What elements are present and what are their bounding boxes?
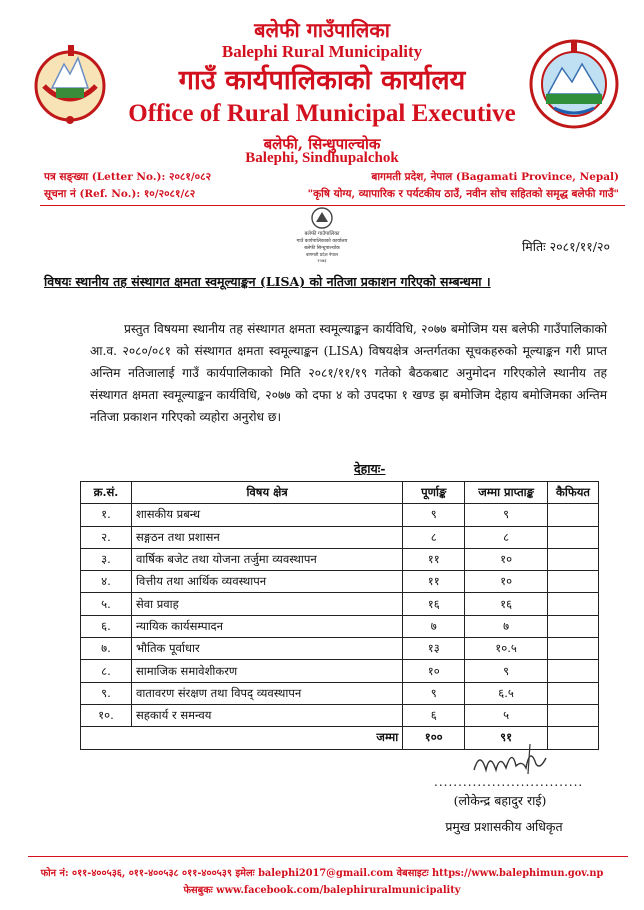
row-full-marks: ९ xyxy=(403,682,465,704)
row-serial: ६. xyxy=(81,615,132,637)
footer-facebook-line: फेसबुकः www.facebook.com/balephiruralmunicipality xyxy=(183,885,461,896)
province-label: बागमती प्रदेश, नेपाल (Bagamati Province, Nepal) xyxy=(371,171,619,183)
total-remarks xyxy=(548,727,599,749)
row-remarks xyxy=(548,638,599,660)
row-serial: ८. xyxy=(81,660,132,682)
row-serial: ७. xyxy=(81,638,132,660)
total-full-marks: १०० xyxy=(403,727,465,749)
stamp-line-4: बागमती प्रदेश नेपाल xyxy=(305,253,339,258)
row-full-marks: ११ xyxy=(403,571,465,593)
row-serial: ३. xyxy=(81,548,132,570)
table-row xyxy=(81,548,599,570)
office-name-en: Office of Rural Municipal Executive xyxy=(128,100,516,127)
row-remarks xyxy=(548,526,599,548)
row-obtained-marks: १०.५ xyxy=(465,638,548,660)
total-label: जम्मा xyxy=(81,727,403,749)
table-row xyxy=(81,526,599,548)
row-subject-area: वित्तीय तथा आर्थिक व्यवस्थापन xyxy=(131,571,402,593)
header-subject-area: विषय क्षेत्र xyxy=(131,482,402,504)
row-remarks xyxy=(548,504,599,526)
row-serial: २. xyxy=(81,526,132,548)
table-row xyxy=(81,615,599,637)
header-remarks: कैफियत xyxy=(548,482,599,504)
subject-line: विषयः स्थानीय तह संस्थागत क्षमता स्वमूल्याङ्कन (LISA) को नतिजा प्रकाशन गरिएको सम्बन्धमा । xyxy=(44,274,491,289)
ref-number: सूचना नं (Ref. No.): १०/२०८१/८२ xyxy=(44,188,196,200)
office-stamp xyxy=(292,204,352,264)
letter-date: मितिः २०८१/११/२० xyxy=(522,239,610,254)
signatory-name: (लोकेन्द्र बहादुर राई) xyxy=(453,793,547,808)
footer-divider xyxy=(28,856,628,857)
row-obtained-marks: १६ xyxy=(465,593,548,615)
lisa-result-table xyxy=(80,481,599,750)
row-remarks xyxy=(548,682,599,704)
row-remarks xyxy=(548,548,599,570)
ref-number-row xyxy=(44,187,619,201)
table-row xyxy=(81,682,599,704)
row-full-marks: १३ xyxy=(403,638,465,660)
row-serial: १०. xyxy=(81,704,132,726)
header-obtained-marks: जम्मा प्राप्ताङ्क xyxy=(465,482,548,504)
row-subject-area: सङ्गठन तथा प्रशासन xyxy=(131,526,402,548)
table-row xyxy=(81,504,599,526)
row-full-marks: १० xyxy=(403,660,465,682)
stamp-line-5: २०७३ xyxy=(317,259,327,264)
row-subject-area: वार्षिक बजेट तथा योजना तर्जुमा व्यवस्थापन xyxy=(131,548,402,570)
row-subject-area: भौतिक पूर्वाधार xyxy=(131,638,402,660)
signatory-title: प्रमुख प्रशासकीय अधिकृत xyxy=(445,819,563,834)
row-full-marks: १६ xyxy=(403,593,465,615)
table-caption: देहायः- xyxy=(354,461,386,476)
municipality-name-en: Balephi Rural Municipality xyxy=(221,42,423,61)
row-full-marks: ११ xyxy=(403,548,465,570)
row-full-marks: ६ xyxy=(403,704,465,726)
letter-number: पत्र सङ्ख्या (Letter No.): २०८१/०८२ xyxy=(44,171,212,183)
row-serial: ४. xyxy=(81,571,132,593)
address-np: बलेफी, सिन्धुपाल्चोक xyxy=(263,135,381,153)
row-obtained-marks: ६.५ xyxy=(465,682,548,704)
row-serial: ९. xyxy=(81,682,132,704)
letter-number-row xyxy=(44,170,619,184)
row-full-marks: ८ xyxy=(403,526,465,548)
row-remarks xyxy=(548,615,599,637)
body-paragraph: प्रस्तुत विषयमा स्थानीय तह संस्थागत क्षमता स्वमूल्याङ्कन कार्यविधि, २०७७ बमोजिम यस बलेफी गाउँपालिकाको आ.व. २०८०/०८१ को संस्थागत क्षमता स्वमूल्याङ्कन (LISA) विषयक्षेत्र अन्तर्गतका सूचकहरुको मूल्याङ्कन गरी प्राप्त अन्तिम नतिजालाई गाउँ कार्यपालिकाको मिति २०८१/११/१९ गतेको बैठकबाट अनुमोदन गरिएकोले स्थानीय तह संस्थागत क्षमता स्वमूल्याङ्कन कार्यविधि, २०७७ को दफा ४ को उपदफा १ खण्ड झ बमोजिम देहाय बमोजिमका अन्तिम नतिजा प्रकाशन गरिएको व्यहोरा अनुरोध छ। xyxy=(90,322,607,424)
table-row xyxy=(81,660,599,682)
stamp-line-3: बलेफी सिन्धुपाल्चोक xyxy=(304,246,340,251)
footer-contact-line: फोन नं: ०११-४००५३६, ०११-४००५३८ ०११-४००५३९ इमेलः balephi2017@gmail.com वेबसाइटः https://www.balephimun.gov.np xyxy=(40,868,604,879)
row-obtained-marks: ९ xyxy=(465,504,548,526)
row-serial: ५. xyxy=(81,593,132,615)
row-remarks xyxy=(548,660,599,682)
row-remarks xyxy=(548,571,599,593)
row-full-marks: ९ xyxy=(403,504,465,526)
signature-dotted-line: ............................... xyxy=(434,775,584,789)
row-obtained-marks: १० xyxy=(465,571,548,593)
row-obtained-marks: ५ xyxy=(465,704,548,726)
table-row xyxy=(81,571,599,593)
row-full-marks: ७ xyxy=(403,615,465,637)
row-subject-area: वातावरण संरक्षण तथा विपद् व्यवस्थापन xyxy=(131,682,402,704)
row-subject-area: न्यायिक कार्यसम्पादन xyxy=(131,615,402,637)
header-serial: क्र.सं. xyxy=(81,482,132,504)
address-en: Balephi, Sindhupalchok xyxy=(245,150,399,166)
stamp-line-2: गाउँ कार्यपालिकाको कार्यालय xyxy=(296,239,348,244)
table-row xyxy=(81,593,599,615)
row-obtained-marks: ७ xyxy=(465,615,548,637)
table-row xyxy=(81,638,599,660)
stamp-line-1: बलेफी गाउँपालिका xyxy=(304,231,340,237)
table-header-row xyxy=(81,482,599,504)
row-subject-area: सहकार्य र समन्वय xyxy=(131,704,402,726)
row-obtained-marks: ९ xyxy=(465,660,548,682)
row-subject-area: शासकीय प्रबन्ध xyxy=(131,504,402,526)
row-subject-area: सेवा प्रवाह xyxy=(131,593,402,615)
row-obtained-marks: ८ xyxy=(465,526,548,548)
row-subject-area: सामाजिक समावेशीकरण xyxy=(131,660,402,682)
municipality-name-np: बलेफी गाउँपालिका xyxy=(254,18,390,42)
row-serial: १. xyxy=(81,504,132,526)
table-row xyxy=(81,704,599,726)
header-full-marks: पूर्णाङ्क xyxy=(403,482,465,504)
row-obtained-marks: १० xyxy=(465,548,548,570)
row-remarks xyxy=(548,704,599,726)
row-remarks xyxy=(548,593,599,615)
slogan: "कृषि योग्य, व्यापारिक र पर्यटकीय ठाउँ, नवीन सोच सहितको समृद्ध बलेफी गाउँ" xyxy=(307,188,619,200)
office-name-np: गाउँ कार्यपालिकाको कार्यालय xyxy=(178,65,466,96)
total-obtained-marks: ९१ xyxy=(465,727,548,749)
